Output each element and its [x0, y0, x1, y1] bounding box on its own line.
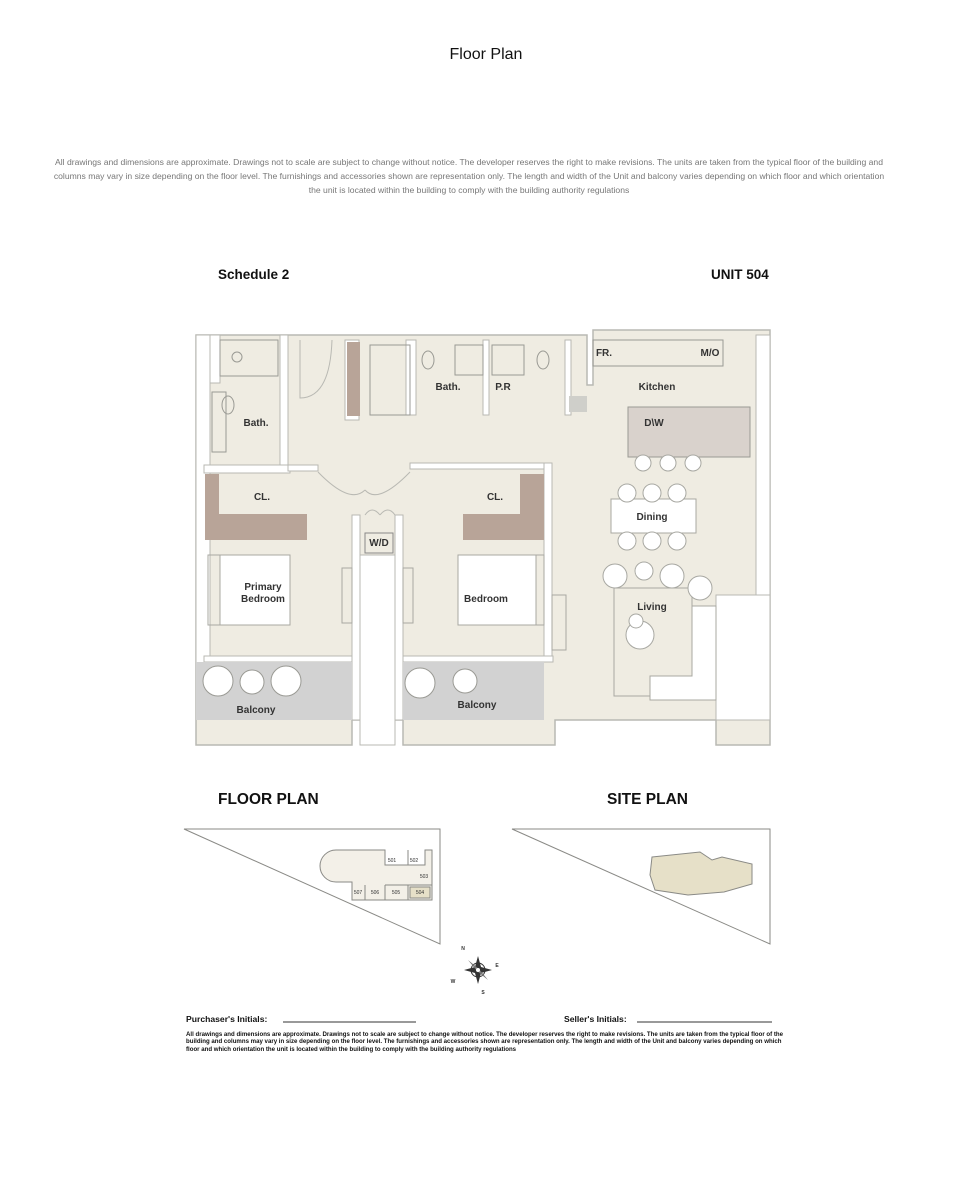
compass-e: E	[495, 963, 499, 969]
label-living: Living	[637, 602, 667, 613]
secondary-bed	[458, 555, 536, 625]
label-balcony-left: Balcony	[236, 705, 276, 716]
unit-label: UNIT 504	[711, 267, 769, 282]
closet-left-vertical	[205, 474, 219, 540]
key-unit-503: 503	[419, 874, 429, 880]
key-floor-plan	[184, 829, 440, 944]
label-washer-dryer: W/D	[369, 538, 389, 549]
disclaimer-bottom: All drawings and dimensions are approximate. Drawings not to scale are subject to change without notice. The developer reserves the right to make revisions. The units are taken from the typical floor of the building and columns may vary in size depending on the floor level. The furnishings and accessories shown are representation only. The length and width of the Unit and balcony varies depending on which floor and which orientation the unit is located within the building to comply with the building authority regulations	[186, 1031, 783, 1053]
closet-right-horizontal	[463, 514, 520, 540]
compass-s: S	[481, 990, 485, 996]
key-unit-504: 504	[415, 890, 425, 896]
label-balcony-right: Balcony	[457, 700, 497, 711]
schedule-label: Schedule 2	[218, 267, 290, 282]
key-unit-501: 501	[387, 858, 397, 864]
disclaimer-top: All drawings and dimensions are approximate. Drawings not to scale are subject to change without notice. The developer reserves the right to make revisions. The units are taken from the typical floor of the building and columns may vary in size depending on the floor level. The furnishings and accessories shown are representation only. The length and width of the Unit and balcony varies depending on which floor and which orientation the unit is located within the building to comply with the building authority regulations	[53, 157, 885, 195]
label-kitchen: Kitchen	[638, 382, 676, 393]
key-unit-505: 505	[391, 890, 401, 896]
label-microwave: M/O	[700, 348, 720, 359]
site-plan-heading: SITE PLAN	[607, 791, 688, 808]
seller-initials-label: Seller's Initials:	[564, 1014, 627, 1024]
label-primary-bedroom-1: Primary	[244, 582, 282, 593]
label-fridge: FR.	[595, 348, 613, 359]
label-bath-left: Bath.	[243, 418, 269, 429]
compass-n: N	[461, 946, 465, 952]
label-dishwasher: D\W	[644, 418, 664, 429]
compass-w: W	[450, 979, 456, 985]
closet-left-horizontal	[219, 514, 307, 540]
corridor-millwork	[347, 342, 360, 416]
page-title: Floor Plan	[449, 46, 523, 63]
site-plan	[512, 829, 770, 944]
label-dining: Dining	[636, 512, 668, 523]
label-primary-bedroom-2: Bedroom	[241, 594, 285, 605]
label-closet-left: CL.	[253, 492, 271, 503]
label-bath-center: Bath.	[435, 382, 461, 393]
label-closet-right: CL.	[486, 492, 504, 503]
key-unit-506: 506	[370, 890, 380, 896]
closet-right-vertical	[520, 474, 544, 540]
key-unit-507: 507	[353, 890, 363, 896]
kitchen-island	[628, 407, 750, 457]
key-unit-502: 502	[409, 858, 419, 864]
label-bedroom: Bedroom	[464, 594, 508, 605]
purchaser-initials-label: Purchaser's Initials:	[186, 1014, 268, 1024]
label-powder-room: P.R	[495, 382, 511, 393]
floor-plan-heading: FLOOR PLAN	[218, 791, 319, 808]
compass-rose-icon	[451, 946, 500, 996]
